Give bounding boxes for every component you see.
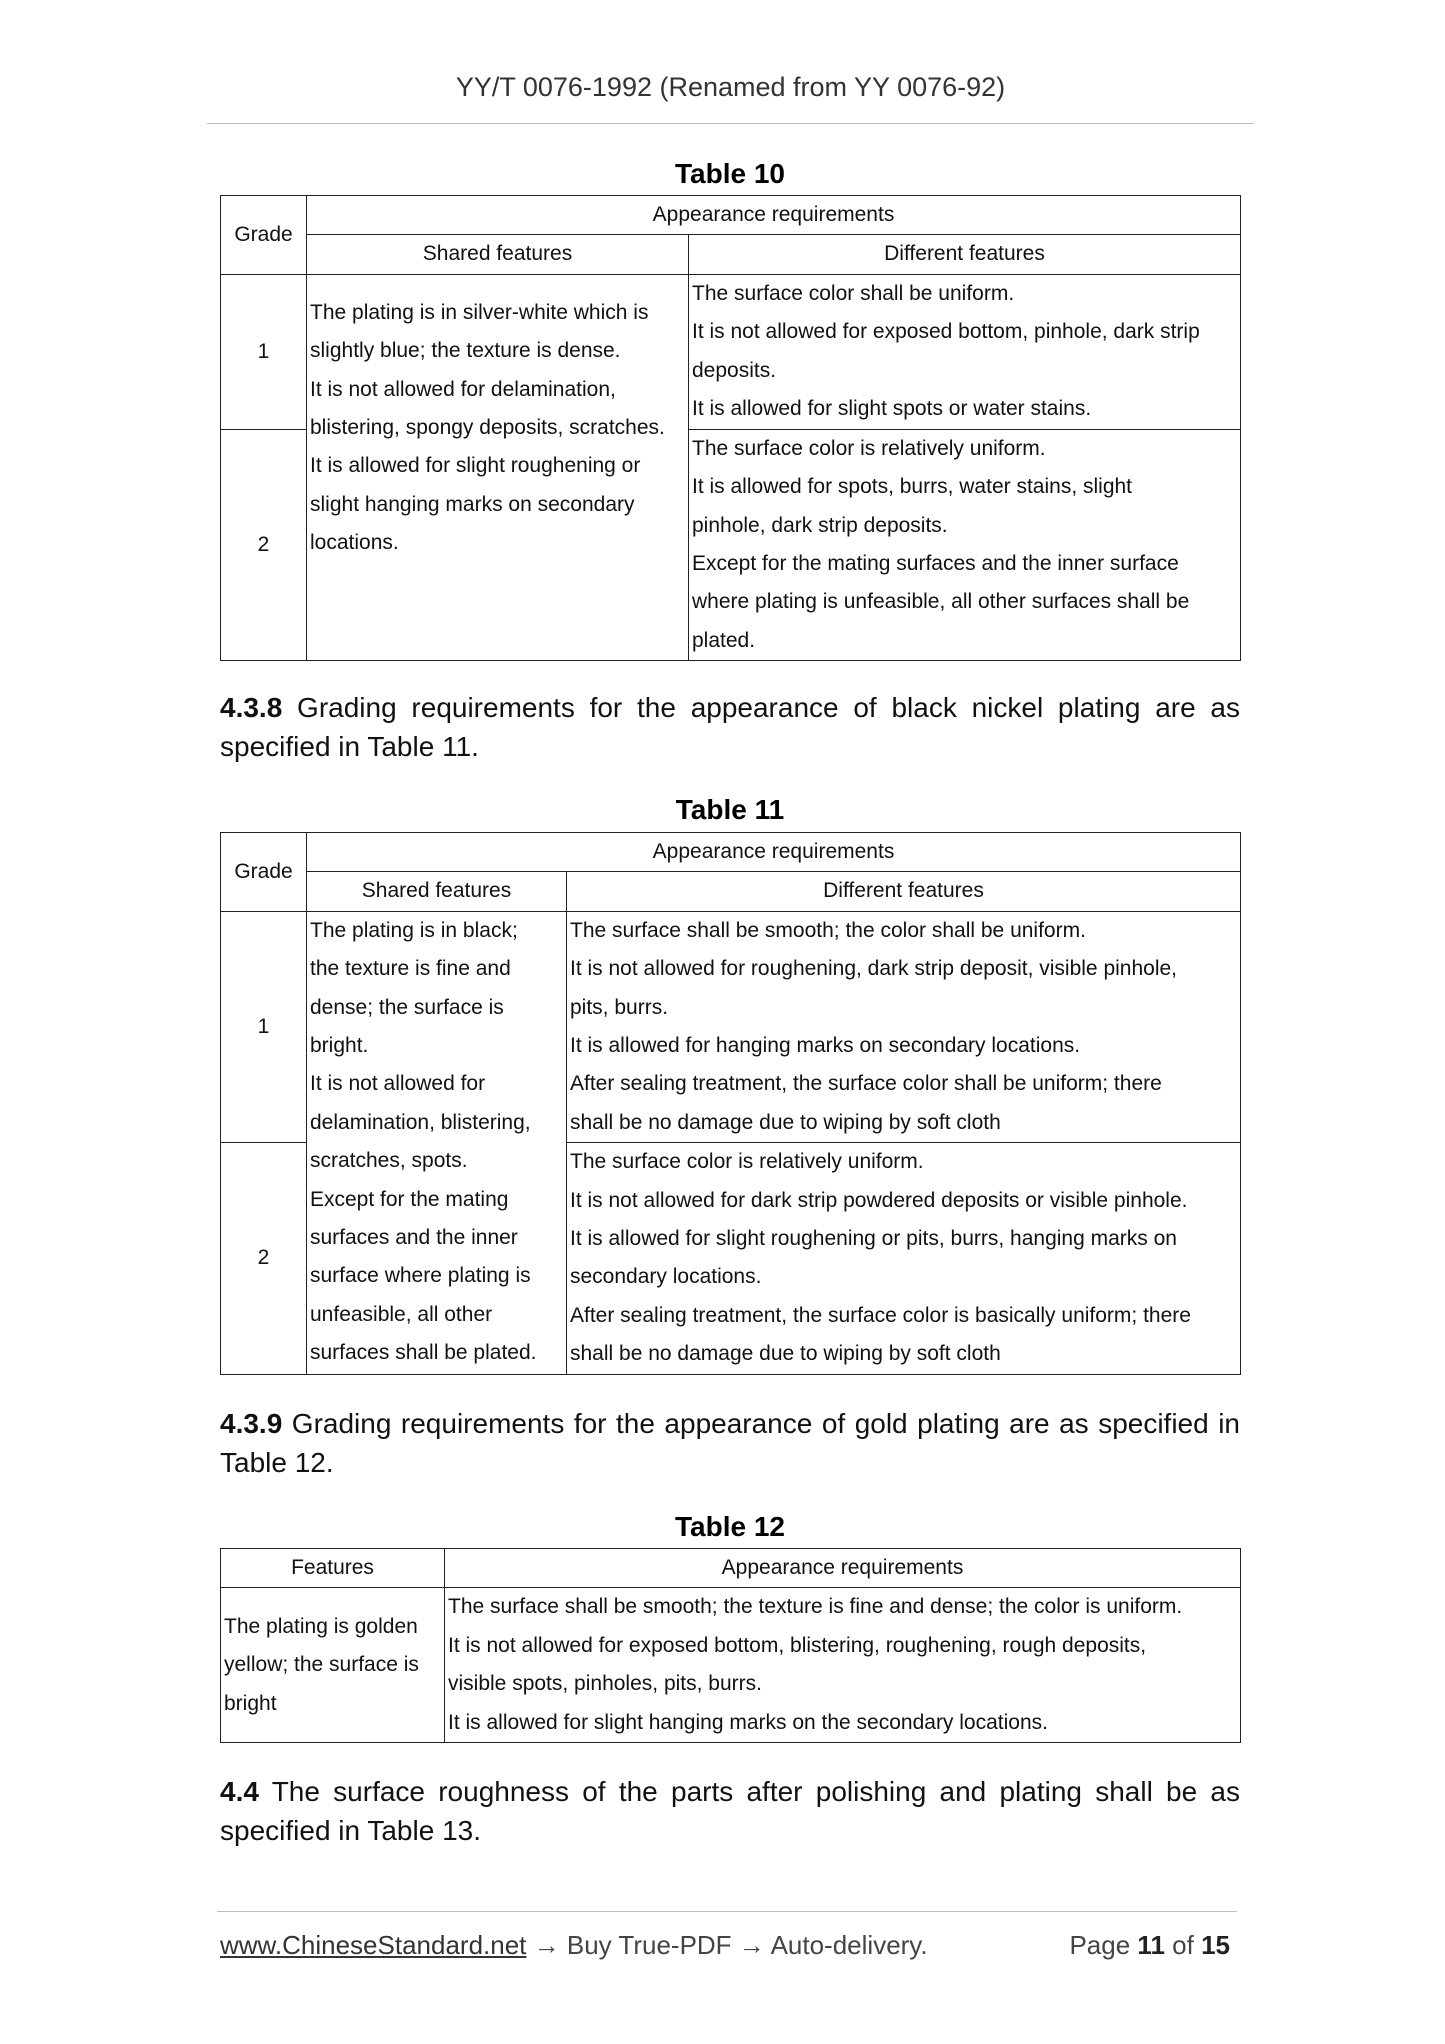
table10-shared-header: Shared features xyxy=(307,235,689,274)
table11-grade1-features xyxy=(567,911,1241,1142)
text-line: The surface color is relatively uniform. xyxy=(570,1150,924,1174)
table11-appearance-header: Appearance requirements xyxy=(307,833,1241,872)
table11-grade-1: 1 xyxy=(221,911,307,1142)
section-number: 4.3.9 xyxy=(220,1408,283,1439)
text-line: scratches, spots. xyxy=(310,1149,468,1173)
table10-different-header: Different features xyxy=(689,235,1241,274)
text-line: The plating is in silver-white which is xyxy=(310,300,649,324)
text-line: shall be no damage due to wiping by soft cloth xyxy=(570,1110,1001,1134)
text-line: bright. xyxy=(310,1034,369,1058)
text-line: The surface color is relatively uniform. xyxy=(692,436,1046,460)
footer-text: → Buy True-PDF → Auto-delivery. xyxy=(526,1930,928,1960)
text-line: It is not allowed for exposed bottom, pinhole, dark strip xyxy=(692,320,1200,344)
table10-grade2-features xyxy=(689,429,1241,660)
table12-requirements-cell xyxy=(445,1588,1241,1743)
text-line: surfaces shall be plated. xyxy=(310,1341,537,1365)
text-line: where plating is unfeasible, all other surfaces shall be xyxy=(692,590,1190,614)
text-line: It is allowed for slight hanging marks on the secondary locations. xyxy=(448,1710,1048,1734)
text-line: Except for the mating surfaces and the inner surface xyxy=(692,552,1179,576)
table11-caption: Table 11 xyxy=(675,794,785,825)
page-label: Page xyxy=(1069,1930,1131,1960)
text-line: The plating is golden xyxy=(224,1614,418,1638)
table10-grade1-features xyxy=(689,274,1241,429)
text-line: secondary locations. xyxy=(570,1265,762,1289)
paragraph-text: The surface roughness of the parts after polishing and plating shall be as specified in Table 13. xyxy=(220,1776,1241,1846)
text-line: surface where plating is xyxy=(310,1264,531,1288)
table11 xyxy=(220,832,1241,1375)
text-line: blistering, spongy deposits, scratches. xyxy=(310,416,665,440)
table11-shared-header: Shared features xyxy=(307,872,567,911)
text-line: It is not allowed for exposed bottom, blistering, roughening, rough deposits, xyxy=(448,1633,1147,1657)
paragraph-4-3-8 xyxy=(220,688,1240,766)
page-number: 11 xyxy=(1137,1930,1165,1960)
text-line: The surface shall be smooth; the color shall be uniform. xyxy=(570,918,1086,942)
text-line: visible spots, pinholes, pits, burrs. xyxy=(448,1672,762,1696)
page-header: YY/T 0076-1992 (Renamed from YY 0076-92) xyxy=(455,72,1006,102)
table10-appearance-header: Appearance requirements xyxy=(307,196,1241,235)
text-line: It is allowed for slight roughening or pits, burrs, hanging marks on xyxy=(570,1227,1177,1251)
table12-caption: Table 12 xyxy=(675,1511,785,1542)
paragraph-text: Grading requirements for the appearance of black nickel plating are as specified in Table 11. xyxy=(220,692,1241,762)
table12 xyxy=(220,1548,1241,1743)
table10-grade-header: Grade xyxy=(221,196,307,275)
website-link[interactable]: www.ChineseStandard.net xyxy=(220,1930,527,1960)
paragraph-4-3-9 xyxy=(220,1404,1240,1482)
table10-caption: Table 10 xyxy=(675,158,785,189)
section-number: 4.4 xyxy=(220,1776,259,1807)
text-line: After sealing treatment, the surface color is basically uniform; there xyxy=(570,1303,1191,1327)
text-line: It is allowed for slight roughening or xyxy=(310,454,641,478)
text-line: pits, burrs. xyxy=(570,995,669,1019)
text-line: It is allowed for spots, burrs, water stains, slight xyxy=(692,475,1133,499)
text-line: Except for the mating xyxy=(310,1187,509,1211)
text-line: The surface shall be smooth; the texture is fine and dense; the color is uniform. xyxy=(448,1595,1183,1619)
of-label: of xyxy=(1172,1930,1194,1960)
page-footer xyxy=(220,1930,1230,1961)
table12-appearance-header: Appearance requirements xyxy=(445,1549,1241,1588)
text-line: It is not allowed for xyxy=(310,1072,486,1096)
table11-different-header: Different features xyxy=(567,872,1241,911)
paragraph-text: Grading requirements for the appearance of gold plating are as specified in Table 12. xyxy=(220,1408,1240,1478)
table11-grade-header: Grade xyxy=(221,833,307,912)
table12-features-header: Features xyxy=(221,1549,445,1588)
text-line: It is not allowed for dark strip powdered deposits or visible pinhole. xyxy=(570,1188,1188,1212)
text-line: bright xyxy=(224,1691,277,1715)
text-line: the texture is fine and xyxy=(310,957,511,981)
text-line: unfeasible, all other xyxy=(310,1302,493,1326)
text-line: surfaces and the inner xyxy=(310,1226,518,1250)
table11-grade2-features xyxy=(567,1143,1241,1374)
table10-grade-1: 1 xyxy=(221,274,307,429)
text-line: The surface color shall be uniform. xyxy=(692,281,1015,305)
table10 xyxy=(220,195,1241,661)
table10-grade-2: 2 xyxy=(221,429,307,660)
footer-divider xyxy=(217,1911,1237,1912)
text-line: shall be no damage due to wiping by soft cloth xyxy=(570,1342,1001,1366)
text-line: plated. xyxy=(692,628,756,652)
text-line: It is not allowed for delamination, xyxy=(310,377,616,401)
text-line: locations. xyxy=(310,531,399,555)
text-line: slight hanging marks on secondary xyxy=(310,492,635,516)
table10-shared-cell xyxy=(307,274,689,660)
text-line: dense; the surface is xyxy=(310,995,504,1019)
section-number: 4.3.8 xyxy=(220,692,283,723)
text-line: It is allowed for slight spots or water stains. xyxy=(692,397,1092,421)
page-indicator xyxy=(1069,1930,1230,1961)
text-line: It is allowed for hanging marks on secondary locations. xyxy=(570,1034,1081,1058)
text-line: After sealing treatment, the surface color shall be uniform; there xyxy=(570,1072,1162,1096)
text-line: It is not allowed for roughening, dark strip deposit, visible pinhole, xyxy=(570,957,1178,981)
table11-grade-2: 2 xyxy=(221,1143,307,1374)
text-line: slightly blue; the texture is dense. xyxy=(310,339,621,363)
table11-shared-cell xyxy=(307,911,567,1374)
text-line: deposits. xyxy=(692,358,777,382)
text-line: yellow; the surface is xyxy=(224,1653,419,1677)
paragraph-4-4 xyxy=(220,1772,1240,1850)
text-line: pinhole, dark strip deposits. xyxy=(692,513,948,537)
header-divider xyxy=(207,123,1254,124)
text-line: The plating is in black; xyxy=(310,918,518,942)
table12-features-cell xyxy=(221,1588,445,1743)
page-total: 15 xyxy=(1201,1930,1230,1960)
text-line: delamination, blistering, xyxy=(310,1110,531,1134)
